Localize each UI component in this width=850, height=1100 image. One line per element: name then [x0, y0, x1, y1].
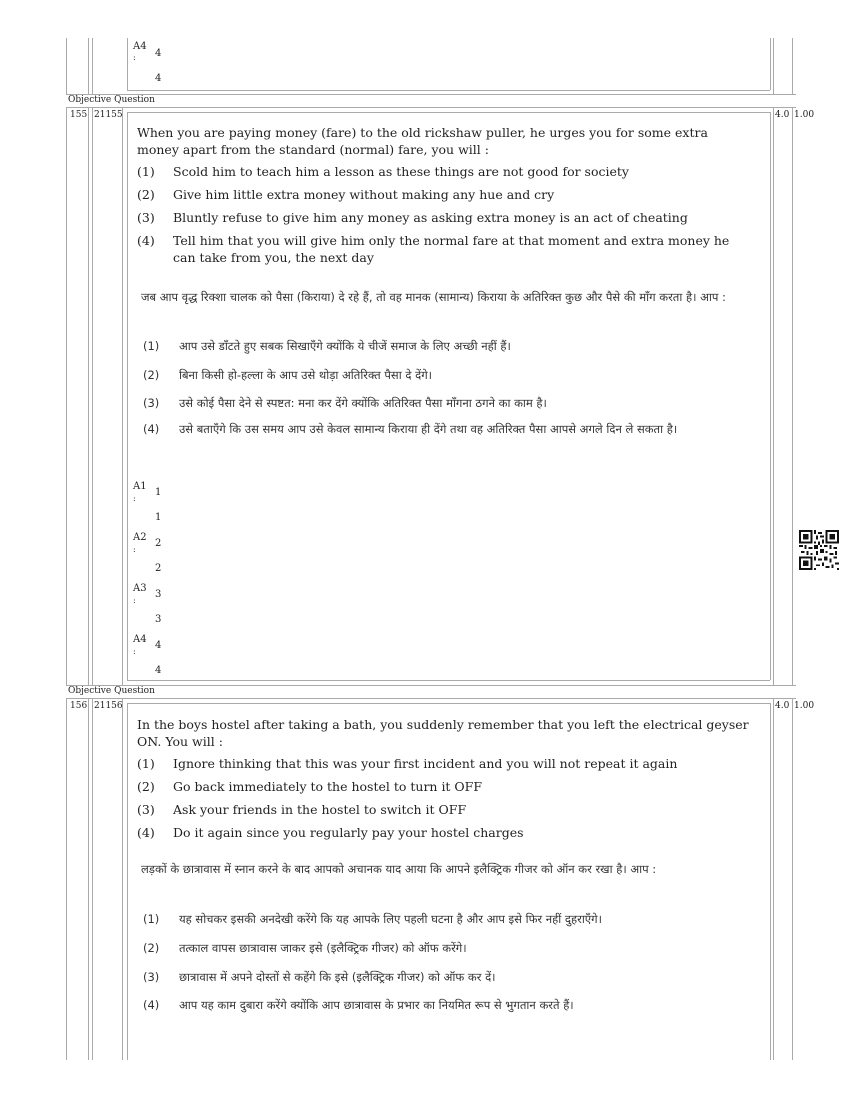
answer-key: A2 [133, 532, 147, 543]
qr-code-icon [799, 530, 839, 570]
answer-colon: : [133, 545, 136, 554]
section-label: Objective Question [68, 95, 155, 105]
rule [92, 38, 93, 94]
answer-key: A1 [133, 481, 147, 492]
answer-value: 2 [155, 538, 162, 549]
answer-value: 4 [155, 73, 162, 84]
rule [770, 703, 771, 1060]
question-id: 21155 [94, 110, 123, 120]
section-label: Objective Question [68, 686, 155, 696]
answer-colon: : [133, 494, 136, 503]
answer-colon: : [133, 647, 136, 656]
question-number: 155 [70, 110, 88, 120]
rule [92, 107, 93, 685]
answer-value: 4 [155, 640, 162, 651]
rule [127, 112, 128, 680]
answer-key: A3 [133, 583, 147, 594]
question-stem-english: When you are paying money (fare) to the old rickshaw puller, he urges you for some extra money apart from the standard (normal) fare, you will : [137, 125, 708, 157]
rule [66, 94, 796, 95]
question-id: 21156 [94, 701, 123, 711]
question-number: 156 [70, 701, 88, 711]
answer-value: 3 [155, 589, 162, 600]
rule [66, 698, 67, 1060]
rule [127, 703, 128, 1060]
answer-key: A4 [133, 634, 147, 645]
answer-value: 3 [155, 614, 162, 625]
question-stem-hindi: लड़कों के छात्रावास में स्नान करने के बाद आपको अचानक याद आया कि आपने इलैक्ट्रिक गीजर को ऑन कर रखा है। आप : [141, 862, 657, 876]
rule [773, 107, 774, 685]
answer-value: 2 [155, 563, 162, 574]
rule [122, 698, 123, 1060]
rule [770, 112, 771, 680]
rule [122, 107, 123, 685]
answer-colon: : [133, 596, 136, 605]
rule [88, 698, 89, 1060]
rule [66, 107, 67, 685]
rule [92, 698, 93, 1060]
rule [127, 703, 770, 704]
question-stem-hindi: जब आप वृद्ध रिक्शा चालक को पैसा (किराया) दे रहे हैं, तो वह मानक (सामान्य) किराया के अतिरिक्त कुछ और पैसे की माँग करता है। आप : [141, 290, 726, 304]
question-stem-english: In the boys hostel after taking a bath, you suddenly remember that you left the electrical geyser ON. You will : [137, 717, 749, 749]
answer-value: 1 [155, 487, 162, 498]
answer-colon: : [133, 53, 136, 62]
question-marks: 4.0 [775, 110, 790, 120]
rule [792, 107, 793, 685]
rule [773, 38, 774, 94]
rule [66, 698, 796, 699]
rule [127, 680, 770, 681]
rule [127, 112, 770, 113]
rule [66, 38, 67, 94]
rule [773, 698, 774, 1060]
rule [88, 107, 89, 685]
rule [66, 685, 796, 686]
answer-key: A4 [133, 41, 147, 52]
rule [66, 107, 796, 108]
answer-value: 4 [155, 665, 162, 676]
negative-marks: 1.00 [794, 110, 814, 120]
rule [127, 90, 770, 91]
answer-value: 1 [155, 512, 162, 523]
answer-value: 4 [155, 48, 162, 59]
rule [792, 38, 793, 94]
rule [88, 38, 89, 94]
rule [792, 698, 793, 1060]
rule [770, 38, 771, 90]
question-marks: 4.0 [775, 701, 790, 711]
negative-marks: 1.00 [794, 701, 814, 711]
rule [127, 38, 128, 90]
